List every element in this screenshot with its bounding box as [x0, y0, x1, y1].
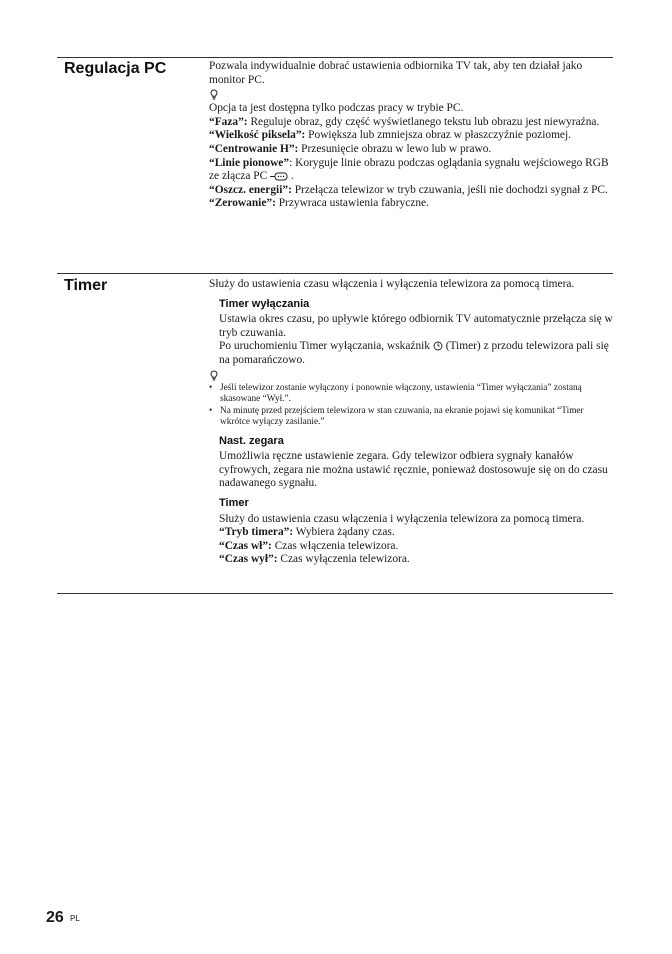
section-divider: [57, 273, 613, 274]
timer-item-tryb: “Tryb timera”: Wybiera żądany czas.: [219, 526, 395, 539]
section-body-pc: [209, 60, 615, 211]
note-item: • Na minutę przed przejściem telewizora w stan czuwania, na ekranie pojawi się komunikat “Timer wkrótce wyłączy zasilanie.”: [209, 406, 615, 429]
subsection-timer: [219, 497, 615, 567]
timer-sub-text: Służy do ustawienia czasu włączenia i wyłączenia telewizora za pomocą timera.: [219, 512, 585, 525]
pc-intro: Pozwala indywidualnie dobrać ustawienia odbiornika TV tak, aby ten działał jako monitor PC.: [209, 60, 583, 86]
timer-intro: Służy do ustawienia czasu włączenia i wyłączenia telewizora za pomocą timera.: [209, 278, 575, 290]
timer-item-czas-wl: “Czas wł”: Czas włączenia telewizora.: [219, 539, 399, 552]
subsection-sleep-timer: [219, 298, 615, 368]
subsection-clock-set: [219, 435, 615, 491]
sleep-timer-text: Ustawia okres czasu, po upływie którego odbiornik TV automatycznie przełącza się w tryb czuwania.: [219, 313, 613, 339]
timer-item-czas-wyl: “Czas wył”: Czas wyłączenia telewizora.: [219, 553, 410, 566]
pc-item-linie: “Linie pionowe”: Koryguje linie obrazu podczas oglądania sygnału wejściowego RGB ze złącza PC .: [209, 156, 609, 183]
pc-item-piksel: “Wielkość piksela”: Powiększa lub zmniejsza obraz w płaszczyźnie poziomej.: [209, 129, 571, 142]
timer-sub-title: Timer: [219, 496, 249, 509]
section-title-pc: Regulacja PC: [64, 60, 167, 77]
page-language: PL: [70, 914, 80, 923]
pc-input-icon: [270, 172, 288, 181]
bottom-divider: [57, 593, 613, 594]
pc-tip: Opcja ta jest dostępna tylko podczas pracy w trybie PC.: [209, 102, 464, 115]
lightbulb-icon: [209, 370, 219, 382]
sleep-timer-indicator: Po uruchomieniu Timer wyłączania, wskaźnik (Timer) z przodu telewizora pali się na pomarańczowo.: [219, 340, 609, 366]
pc-item-centrowanie: “Centrowanie H”: Przesunięcie obrazu w lewo lub w prawo.: [209, 142, 492, 155]
sleep-timer-title: Timer wyłączania: [219, 297, 310, 310]
timer-indicator-icon: [433, 341, 443, 351]
clock-set-text: Umożliwia ręczne ustawienie zegara. Gdy telewizor odbiera sygnały kanałów cyfrowych, zegara nie można ustawić ręcznie, ponieważ dostosowuje się on do czasu nadawanego sygnału.: [219, 450, 608, 490]
sleep-timer-notes: [209, 383, 615, 429]
lightbulb-icon: [209, 89, 219, 101]
section-body-timer: [209, 278, 615, 567]
top-divider: [57, 57, 613, 58]
page-number: 26: [46, 909, 64, 926]
pc-item-faza: “Faza”: Reguluje obraz, gdy część wyświetlanego tekstu lub obrazu jest niewyraźna.: [209, 115, 600, 128]
section-title-timer: Timer: [64, 277, 108, 294]
note-item: • Jeśli telewizor zostanie wyłączony i ponownie włączony, ustawienia “Timer wyłączania” zostaną skasowane “Wył.”.: [209, 383, 615, 406]
clock-set-title: Nast. zegara: [219, 434, 284, 447]
pc-item-oszcz: “Oszcz. energii”: Przełącza telewizor w tryb czuwania, jeśli nie dochodzi sygnał z PC.: [209, 183, 608, 196]
pc-item-zerowanie: “Zerowanie”: Przywraca ustawienia fabryczne.: [209, 197, 429, 210]
